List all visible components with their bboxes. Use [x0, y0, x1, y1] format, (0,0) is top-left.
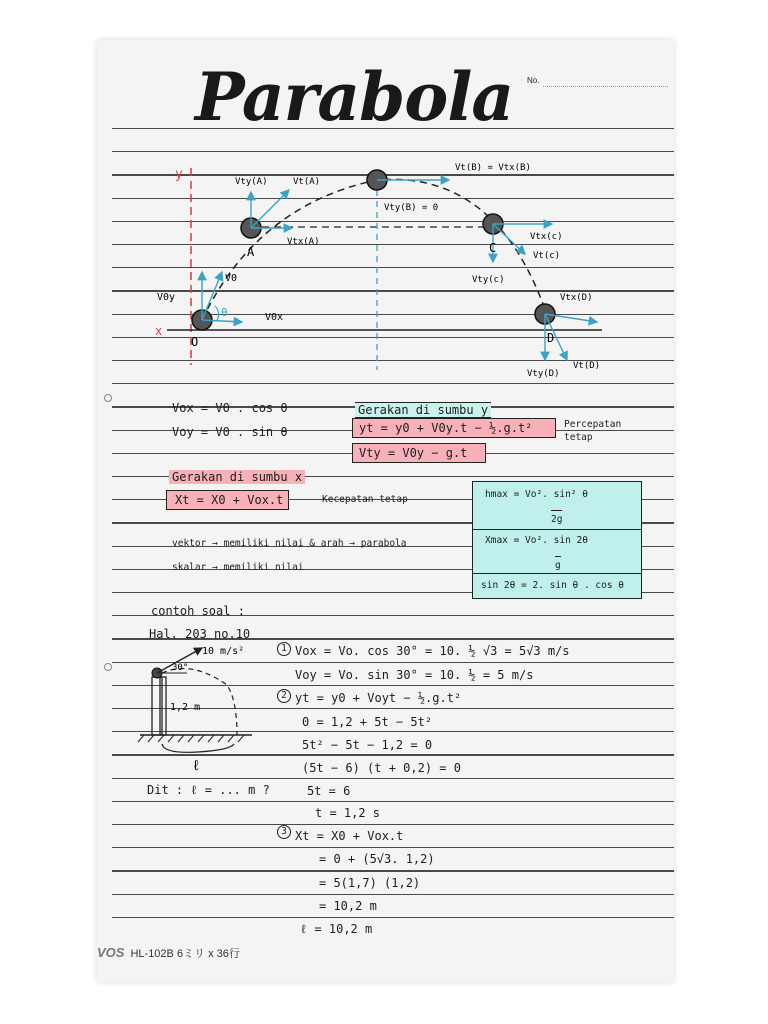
punch-mark-bottom — [104, 663, 112, 671]
step-yt: yt = y0 + Voyt − ½.g.t² — [295, 691, 462, 705]
step-answer: ℓ = 10,2 m — [300, 922, 373, 936]
gerakan-x-heading: Gerakan di sumbu x — [169, 470, 305, 484]
gerakan-y-heading: Gerakan di sumbu y — [355, 402, 491, 418]
vtx-c-label: Vtx(c) — [530, 232, 563, 242]
x-axis-label: x — [155, 324, 163, 338]
percepatan-note: Percepatan tetap — [564, 419, 622, 443]
example-l-label: ℓ — [192, 758, 201, 774]
hmax-numerator: hmax = Vo². sin² θ — [485, 489, 588, 500]
vektor-note: vektor → memiliki nilai & arah → parabola — [172, 538, 407, 549]
theta-label: θ — [221, 306, 228, 319]
vty-formula: Vty = V0y − g.t — [352, 443, 486, 463]
step-1-marker: 1 — [277, 642, 291, 656]
point-c-label: C — [489, 241, 497, 255]
ruled-line — [112, 894, 674, 895]
example-height-label: 1,2 m — [170, 702, 201, 713]
origin-label: O — [191, 335, 199, 349]
projectile-diagram — [97, 40, 674, 390]
step-xt-result: = 10,2 m — [319, 899, 377, 913]
step-xt-calc: = 5(1,7) (1,2) — [319, 876, 421, 890]
footer-model: HL-102B 6ミリ x 36行 — [130, 948, 240, 960]
vty-a-label: Vty(A) — [235, 177, 268, 187]
v0y-label: V0y — [157, 292, 176, 303]
notebook-footer — [97, 945, 240, 961]
ruled-line — [112, 847, 674, 848]
vt-b-label: Vt(B) = Vtx(B) — [455, 163, 531, 173]
point-a-label: A — [247, 245, 255, 259]
ruled-line — [112, 870, 674, 871]
example-angle-label: 30° — [172, 663, 189, 673]
page-number-label: No. — [527, 76, 540, 85]
v0x-label: V0x — [265, 312, 284, 323]
vtx-a-label: Vtx(A) — [287, 237, 320, 247]
step-quadratic: 5t² − 5t − 1,2 = 0 — [302, 738, 433, 752]
example-heading: contoh soal : — [151, 604, 245, 618]
y-axis-label: y — [175, 167, 183, 182]
vt-c-label: Vt(c) — [533, 251, 561, 261]
step-xt: Xt = X0 + Vox.t — [295, 829, 404, 843]
ruled-line — [112, 824, 674, 825]
sin2theta-formula: sin 2θ = 2. sin θ . cos θ — [481, 580, 624, 591]
max-formulas-box — [472, 481, 642, 599]
skalar-note: skalar → memiliki nilai — [172, 562, 304, 573]
ruled-line — [112, 917, 674, 918]
v0-label: V0 — [225, 273, 238, 284]
kecepatan-note: Kecepatan tetap — [322, 494, 408, 505]
vox-formula: Vox = V0 . cos θ — [172, 401, 288, 415]
yt-formula: yt = y0 + V0y.t − ½.g.t² — [352, 418, 556, 438]
vty-d-label: Vty(D) — [527, 369, 560, 379]
page-title: Parabola — [195, 58, 514, 136]
step-vox: Vox = Vo. cos 30° = 10. ½ √3 = 5√3 m/s — [295, 644, 570, 658]
vtx-d-label: Vtx(D) — [560, 293, 593, 303]
vt-d-label: Vt(D) — [573, 361, 601, 371]
footer-brand: VOS — [97, 945, 125, 960]
step-voy: Voy = Vo. sin 30° = 10. ½ = 5 m/s — [295, 668, 534, 682]
point-d-label: D — [547, 331, 555, 345]
punch-mark-top — [104, 394, 112, 402]
xt-formula: Xt = X0 + Vox.t — [166, 490, 289, 510]
example-speed-label: 10 m/s² — [202, 646, 245, 657]
example-dit: Dit : ℓ = ... m ? — [147, 783, 270, 797]
notebook-page — [97, 40, 674, 982]
step-t: t = 1,2 s — [315, 806, 381, 820]
voy-formula: Voy = V0 . sin θ — [172, 425, 288, 439]
vty-b-label: Vty(B) = 0 — [384, 203, 439, 213]
example-ref: Hal. 203 no.10 — [149, 627, 251, 641]
vt-a-label: Vt(A) — [293, 177, 321, 187]
step-5t: 5t = 6 — [307, 784, 351, 798]
step-2-marker: 2 — [277, 689, 291, 703]
xmax-numerator: Xmax = Vo². sin 2θ — [485, 535, 588, 546]
vty-c-label: Vty(c) — [472, 275, 505, 285]
step-xt-sub: = 0 + (5√3. 1,2) — [319, 852, 435, 866]
xmax-denominator: g — [555, 556, 561, 573]
step-3-marker: 3 — [277, 825, 291, 839]
hmax-denominator: 2g — [551, 510, 562, 527]
step-factor: (5t − 6) (t + 0,2) = 0 — [302, 761, 461, 775]
example-diagram — [132, 640, 302, 790]
ruled-line — [112, 801, 674, 802]
step-equation: 0 = 1,2 + 5t − 5t² — [302, 715, 433, 729]
